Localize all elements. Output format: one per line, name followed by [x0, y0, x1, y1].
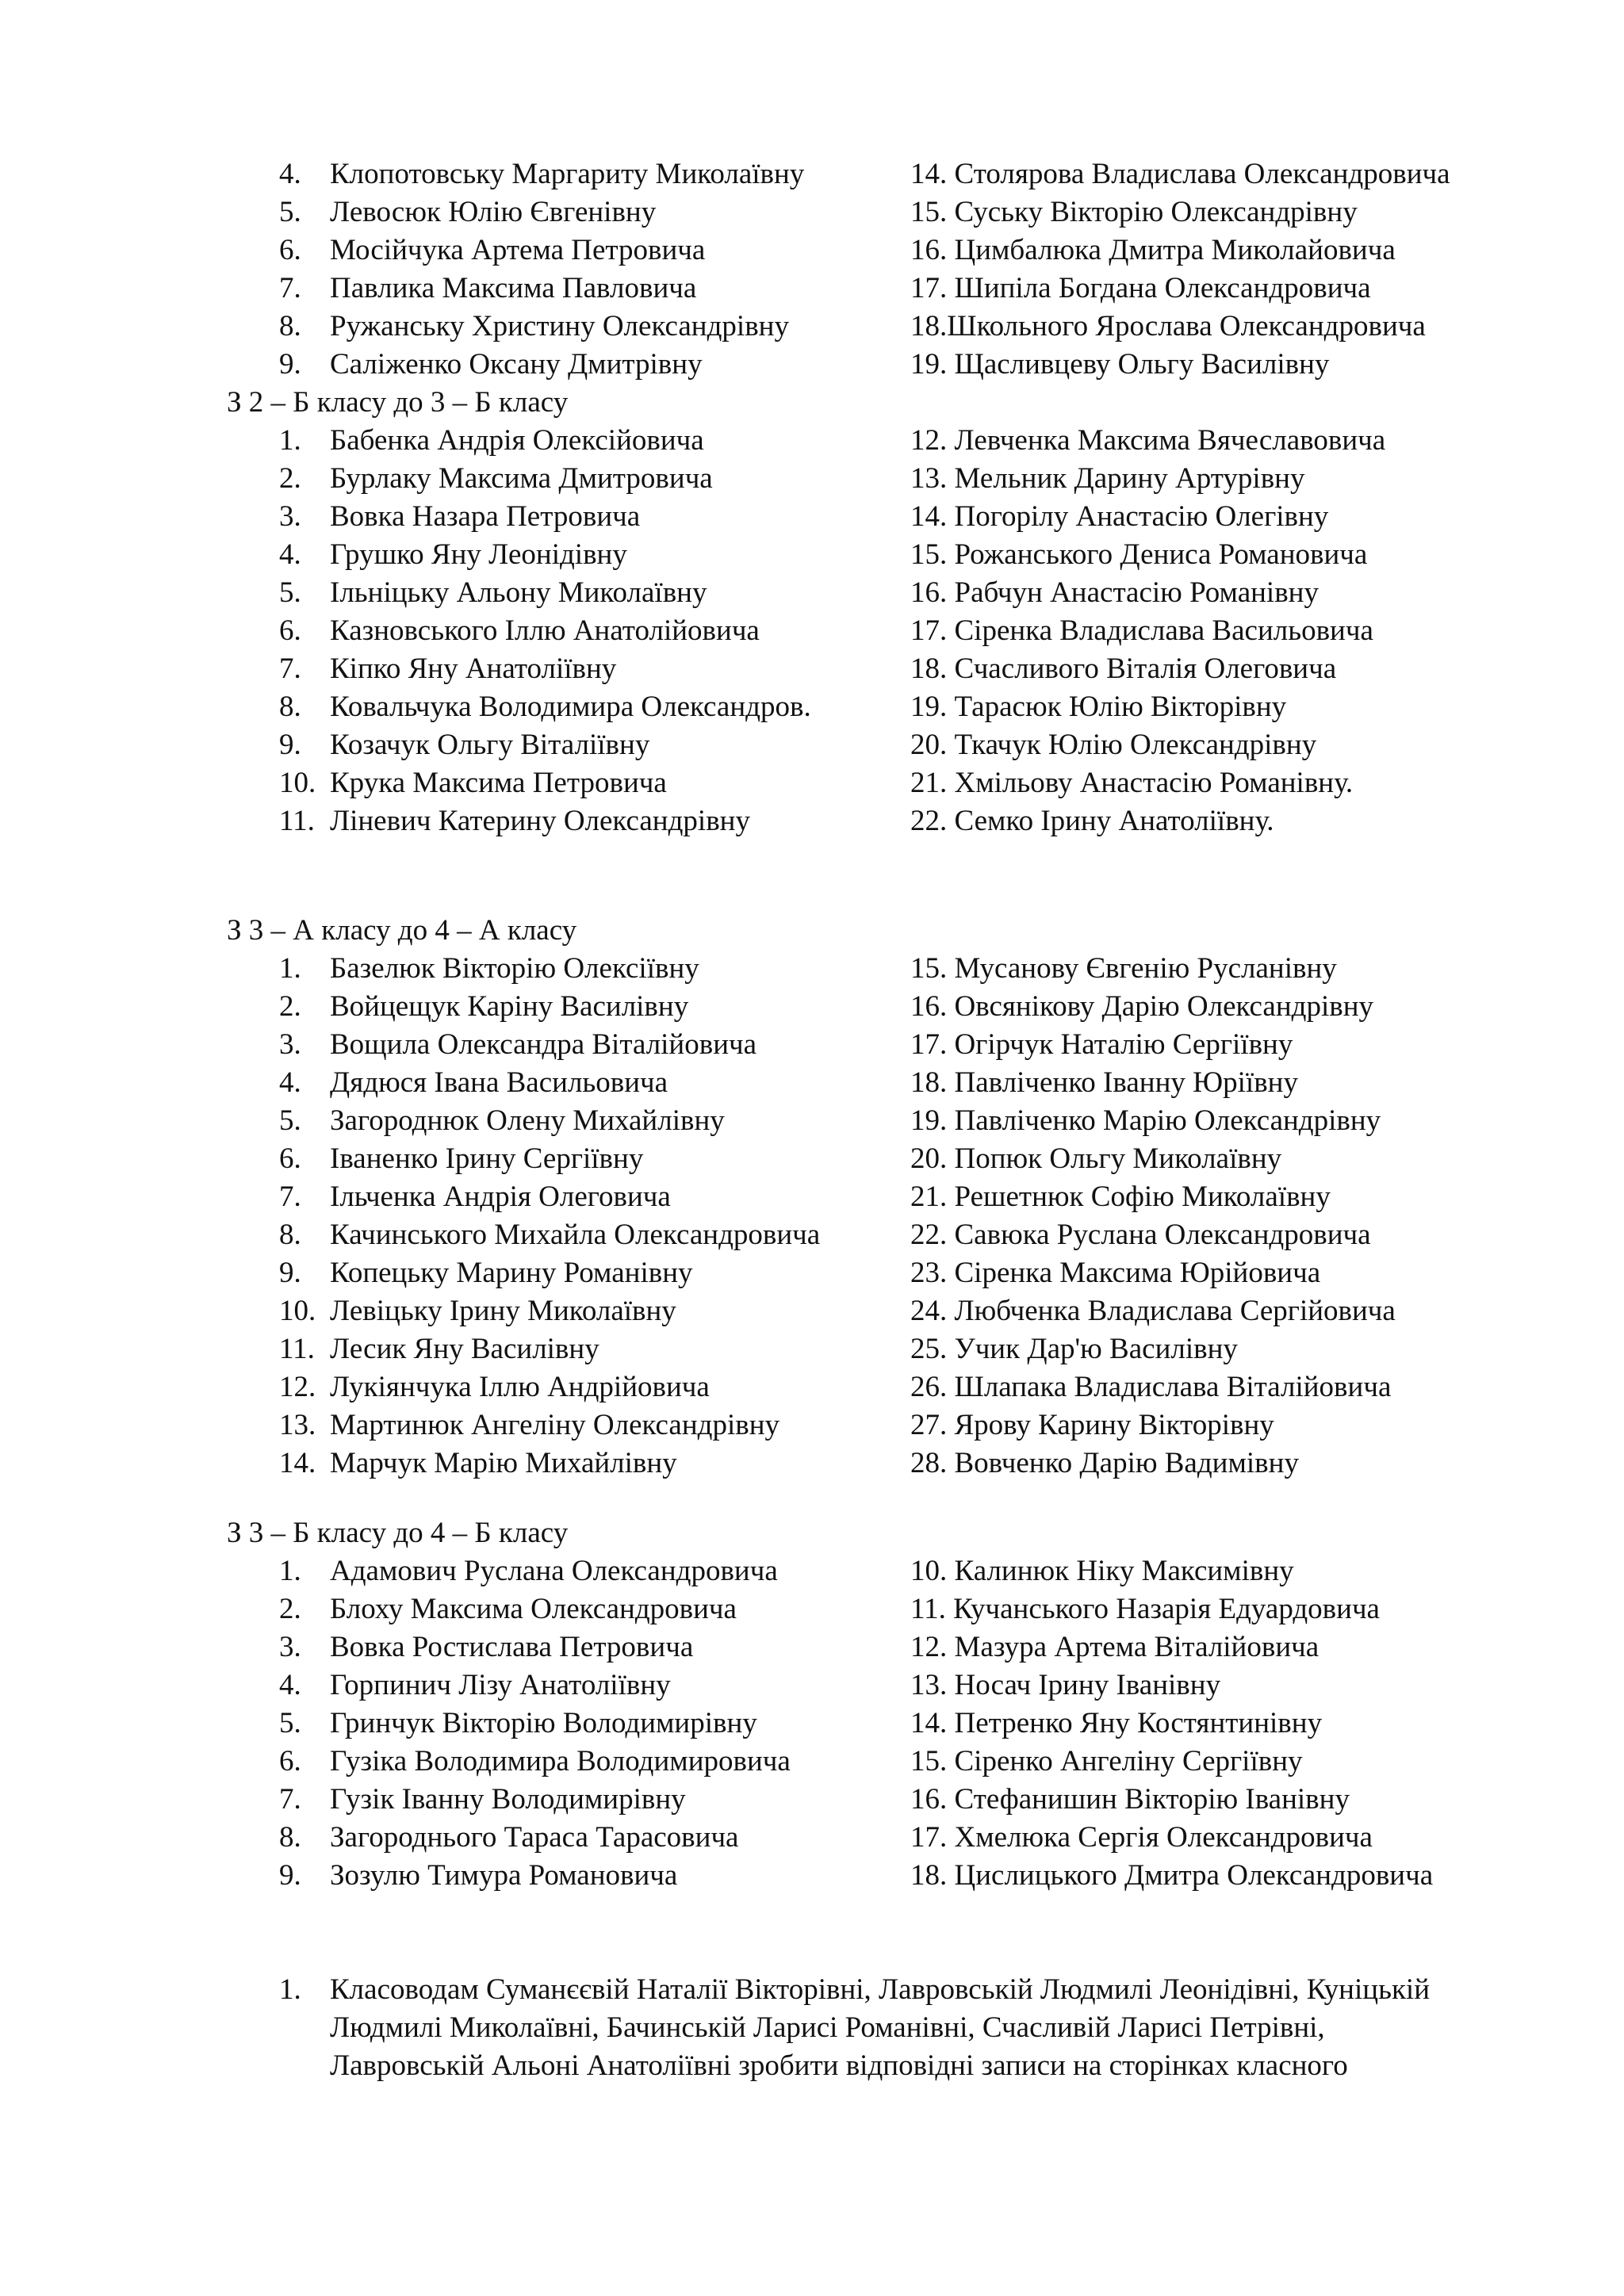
student-name: Саліженко Оксану Дмитрівну [330, 348, 703, 381]
student-entry: 12. Мазура Артема Віталійовича [910, 1631, 1320, 1663]
student-name: Павлика Максима Павловича [330, 272, 697, 304]
list-number: 3. [279, 1028, 301, 1061]
student-entry: 20. Ткачук Юлію Олександрівну [910, 729, 1317, 761]
student-name: Іваненко Ірину Сергіївну [330, 1142, 644, 1175]
student-name: Базелюк Вікторію Олексіївну [330, 952, 699, 985]
list-number: 9. [279, 729, 301, 761]
student-entry: 20. Попюк Ольгу Миколаївну [910, 1142, 1282, 1175]
student-name: Бурлаку Максима Дмитровича [330, 462, 713, 495]
student-name: Гузік Іванну Володимирівну [330, 1783, 686, 1816]
student-name: Гринчук Вікторію Володимирівну [330, 1707, 757, 1739]
list-number: 5. [279, 1104, 301, 1137]
student-name: Марчук Марію Михайлівну [330, 1447, 677, 1479]
list-number: 6. [279, 614, 301, 647]
student-name: Казновського Іллю Анатолійовича [330, 614, 760, 647]
list-number: 8. [279, 310, 301, 342]
student-entry: 16. Стефанишин Вікторію Іванівну [910, 1783, 1350, 1816]
list-number: 9. [279, 1257, 301, 1289]
list-number: 6. [279, 1745, 301, 1777]
student-entry: 11. Кучанського Назарія Едуардовича [910, 1593, 1380, 1625]
section-heading: З 3 – Б класу до 4 – Б класу [227, 1517, 569, 1549]
list-number: 3. [279, 1631, 301, 1663]
student-name: Козачук Ольгу Віталіївну [330, 729, 650, 761]
list-number: 7. [279, 1783, 301, 1816]
student-name: Вовка Ростислава Петровича [330, 1631, 694, 1663]
student-entry: 15. Суську Вікторію Олександрівну [910, 196, 1358, 228]
student-name: Левосюк Юлію Євгенівну [330, 196, 657, 228]
list-number: 8. [279, 1219, 301, 1251]
list-number: 14. [279, 1447, 316, 1479]
student-name: Кіпко Яну Анатоліївну [330, 652, 617, 685]
student-entry: 14. Погорілу Анастасію Олегівну [910, 500, 1329, 533]
student-entry: 17. Шипіла Богдана Олександровича [910, 272, 1371, 304]
list-number: 7. [279, 272, 301, 304]
student-entry: 18. Цислицького Дмитра Олександровича [910, 1859, 1434, 1892]
student-entry: 19. Тарасюк Юлію Вікторівну [910, 691, 1287, 723]
list-number: 1. [279, 1555, 301, 1587]
student-entry: 16. Цимбалюка Дмитра Миколайовича [910, 234, 1396, 266]
student-entry: 17. Сіренка Владислава Васильовича [910, 614, 1373, 647]
list-number: 9. [279, 1859, 301, 1892]
student-name: Ружанську Христину Олександрівну [330, 310, 789, 342]
student-entry: 19. Павліченко Марію Олександрівну [910, 1104, 1381, 1137]
student-entry: 24. Любченка Владислава Сергійовича [910, 1295, 1396, 1327]
student-name: Лесик Яну Василівну [330, 1333, 599, 1365]
list-number: 12. [279, 1371, 316, 1403]
student-entry: 23. Сіренка Максима Юрійовича [910, 1257, 1321, 1289]
student-name: Загороднюк Олену Михайлівну [330, 1104, 725, 1137]
list-number: 10. [279, 1295, 316, 1327]
student-entry: 18. Счасливого Віталія Олеговича [910, 652, 1337, 685]
student-entry: 28. Вовченко Дарію Вадимівну [910, 1447, 1299, 1479]
paragraph-line: Класоводам Суманєєвій Наталії Вікторівні, Лавровській Людмилі Леонідівні, Куніцькій [330, 1973, 1430, 2006]
student-name: Крука Максима Петровича [330, 767, 667, 799]
student-entry: 14. Столярова Владислава Олександровича [910, 158, 1450, 190]
student-entry: 16. Овсянікову Дарію Олександрівну [910, 990, 1374, 1023]
list-number: 4. [279, 538, 301, 571]
student-name: Гузіка Володимира Володимировича [330, 1745, 791, 1777]
list-number: 8. [279, 1821, 301, 1854]
list-number: 6. [279, 234, 301, 266]
list-number: 3. [279, 500, 301, 533]
list-number: 4. [279, 1066, 301, 1099]
student-entry: 17. Хмелюка Сергія Олександровича [910, 1821, 1373, 1854]
student-entry: 15. Мусанову Євгенію Русланівну [910, 952, 1337, 985]
list-number: 13. [279, 1409, 316, 1441]
student-entry: 18.Школьного Ярослава Олександровича [910, 310, 1426, 342]
student-entry: 26. Шлапака Владислава Віталійовича [910, 1371, 1392, 1403]
list-number: 1. [279, 952, 301, 985]
student-name: Грушко Яну Леонідівну [330, 538, 627, 571]
student-name: Ільченка Андрія Олеговича [330, 1181, 671, 1213]
section-heading: З 2 – Б класу до 3 – Б класу [227, 386, 569, 419]
list-number: 6. [279, 1142, 301, 1175]
student-entry: 13. Носач Ірину Іванівну [910, 1669, 1221, 1701]
student-name: Ковальчука Володимира Олександров. [330, 691, 811, 723]
student-entry: 12. Левченка Максима Вячеславовича [910, 424, 1386, 457]
list-number: 5. [279, 576, 301, 609]
student-entry: 25. Учик Дар'ю Василівну [910, 1333, 1238, 1365]
student-entry: 15. Сіренко Ангеліну Сергіївну [910, 1745, 1303, 1777]
list-number: 11. [279, 1333, 315, 1365]
student-name: Вощила Олександра Віталійовича [330, 1028, 757, 1061]
student-entry: 14. Петренко Яну Костянтинівну [910, 1707, 1323, 1739]
list-number: 5. [279, 196, 301, 228]
student-entry: 10. Калинюк Ніку Максимівну [910, 1555, 1294, 1587]
list-number: 2. [279, 990, 301, 1023]
list-number: 2. [279, 1593, 301, 1625]
student-name: Левіцьку Ірину Миколаївну [330, 1295, 676, 1327]
paragraph-number: 1. [279, 1973, 301, 2006]
student-name: Загороднього Тараса Тарасовича [330, 1821, 739, 1854]
list-number: 9. [279, 348, 301, 381]
student-name: Дядюся Івана Васильовича [330, 1066, 668, 1099]
list-number: 10. [279, 767, 316, 799]
student-entry: 27. Ярову Карину Вікторівну [910, 1409, 1274, 1441]
student-entry: 21. Решетнюк Софію Миколаївну [910, 1181, 1331, 1213]
paragraph-line: Лавровській Альоні Анатоліївні зробити відповідні записи на сторінках класного [330, 2049, 1348, 2082]
list-number: 7. [279, 652, 301, 685]
student-entry: 13. Мельник Дарину Артурівну [910, 462, 1305, 495]
student-name: Горпинич Лізу Анатоліївну [330, 1669, 671, 1701]
student-entry: 18. Павліченко Іванну Юріївну [910, 1066, 1298, 1099]
student-name: Качинського Михайла Олександровича [330, 1219, 821, 1251]
student-entry: 15. Рожанського Дениса Романовича [910, 538, 1368, 571]
paragraph-line: Людмилі Миколаївні, Бачинській Ларисі Романівні, Счасливій Ларисі Петрівні, [330, 2011, 1325, 2044]
student-entry: 21. Хмільову Анастасію Романівну. [910, 767, 1354, 799]
student-name: Блоху Максима Олександровича [330, 1593, 737, 1625]
student-name: Мартинюк Ангеліну Олександрівну [330, 1409, 780, 1441]
student-name: Адамович Руслана Олександровича [330, 1555, 778, 1587]
student-name: Копецьку Марину Романівну [330, 1257, 693, 1289]
list-number: 11. [279, 805, 315, 837]
list-number: 8. [279, 691, 301, 723]
list-number: 4. [279, 1669, 301, 1701]
list-number: 5. [279, 1707, 301, 1739]
student-entry: 17. Огірчук Наталію Сергіївну [910, 1028, 1293, 1061]
list-number: 7. [279, 1181, 301, 1213]
paragraph-text [330, 1971, 1583, 2085]
student-name: Ільніцьку Альону Миколаївну [330, 576, 707, 609]
list-number: 4. [279, 158, 301, 190]
student-name: Лукіянчука Іллю Андрійовича [330, 1371, 710, 1403]
student-name: Вовка Назара Петровича [330, 500, 641, 533]
section-heading: З 3 – А класу до 4 – А класу [227, 914, 577, 947]
list-number: 2. [279, 462, 301, 495]
student-entry: 22. Савюка Руслана Олександровича [910, 1219, 1371, 1251]
student-name: Войцещук Каріну Василівну [330, 990, 689, 1023]
student-name: Бабенка Андрія Олексійовича [330, 424, 704, 457]
student-name: Клопотовську Маргариту Миколаївну [330, 158, 805, 190]
student-entry: 16. Рабчун Анастасію Романівну [910, 576, 1319, 609]
list-number: 1. [279, 424, 301, 457]
student-name: Мосійчука Артема Петровича [330, 234, 706, 266]
student-entry: 22. Семко Ірину Анатоліївну. [910, 805, 1274, 837]
student-name: Зозулю Тимура Романовича [330, 1859, 678, 1892]
student-name: Ліневич Катерину Олександрівну [330, 805, 750, 837]
student-entry: 19. Щасливцеву Ольгу Василівну [910, 348, 1330, 381]
